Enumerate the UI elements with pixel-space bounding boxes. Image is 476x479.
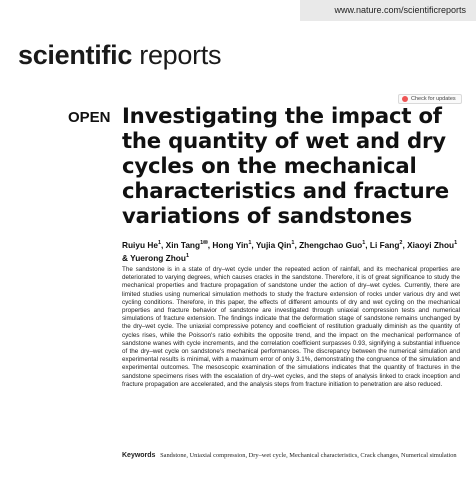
author-affiliation: 2 <box>399 240 403 246</box>
author[interactable] <box>212 240 251 250</box>
author[interactable] <box>299 240 365 250</box>
keywords-section <box>122 451 460 460</box>
top-bar <box>0 0 476 21</box>
author-name: Ruiyu He <box>122 239 158 250</box>
author[interactable] <box>256 240 295 250</box>
author[interactable] <box>130 253 189 263</box>
author-name: Hong Yin <box>212 239 249 250</box>
author[interactable] <box>122 240 161 250</box>
author-affiliation: 1 <box>157 240 162 246</box>
update-icon <box>402 96 408 102</box>
journal-brand[interactable] <box>18 40 221 71</box>
author[interactable] <box>166 240 208 250</box>
author-name: Li Fang <box>369 239 400 250</box>
author-name: Zhengchao Guo <box>299 239 363 250</box>
abstract: The sandstone is in a state of dry–wet cycle under the repeated action of rainfall, and its mechanical properties are deteriorated to varying degrees, which causes cracks in the sandstone. Therefore, it is of great significance to study the mechanical properties and fracture propagation of sandstone under the action of dry–wet cycles. Currently, there are limited studies using numerical simulation methods to study the fracture extension of rocks under various dry and wet cycling conditions. Therefore, in this paper, the effects of different amounts of dry and wet cycling on the mechanical properties and fracture behavior of sandstone are investigated through uniaxial compression tests and numerical simulations of fracture extension. The findings indicate that the deformation stage of sandstone remains unchanged by the dry–wet cycle. The uniaxial compressive potency and coefficient of restitution gradually diminish as the quantity of cycles rises, while the Poisson's ratio exhibits the opposite trend, and the impact on the mechanical performance of sandstone wanes with cycle increments, and the correlation coefficient surpasses 0.93, signifying a substantial influence of the dry–wet cycle on sandstone's mechanical performances. The discrepancy between the numerical simulation and experimental results is minimal, with a maximum error of only 3.1%, demonstrating the congruence of the simulation and experimental outcomes. The mesoscopic examination of the simulations indicates that the quantity of fractures in the sandstone specimens rises with the escalation of dry–wet cycles, and the steps of analysis linked to crack inception and fracture propagation are accelerated, and the analysis steps from fracture initiation to penetration are also reduced. <box>122 266 460 388</box>
journal-url[interactable]: www.nature.com/scientificreports <box>334 5 466 15</box>
author[interactable] <box>370 240 403 250</box>
brand-light: reports <box>139 40 222 70</box>
author-name: Yuerong Zhou <box>130 252 186 263</box>
author-name: Xiaoyi Zhou <box>407 239 455 250</box>
check-updates-label: Check for updates <box>411 96 456 102</box>
keywords-label: Keywords <box>122 452 156 459</box>
author-affiliation: 1✉ <box>200 240 208 246</box>
author[interactable] <box>407 240 457 250</box>
author-name: Xin Tang <box>165 239 201 250</box>
author-name: Yujia Qin <box>255 239 292 250</box>
author-affiliation: 1 <box>362 240 366 246</box>
keywords-list: Sandstone, Uniaxial compression, Dry–wet cycle, Mechanical characteristics, Crack changes, Numerical simulation <box>160 452 457 459</box>
open-access-label: OPEN <box>68 109 111 126</box>
article-title: Investigating the impact of the quantity of wet and dry cycles on the mechanical characteristics and fracture variations of sandstones <box>122 103 449 228</box>
author-affiliation: 1 <box>185 252 189 259</box>
author-affiliation: 1 <box>248 240 252 246</box>
author-affiliation: 1 <box>454 240 458 246</box>
brand-bold: scientific <box>18 40 133 70</box>
url-strip <box>300 0 476 21</box>
author-list: Ruiyu He$^1$, Xin Tang$^{1✉}$, Hong Yin$^1$, Yujia Qin$^1$, Zhengchao Guo$^1$, Li Fang$^2$, Xiaoyi Zhou$^1$ & Yuerong Zhou$^1$ <box>122 239 458 263</box>
author-affiliation: 1 <box>291 240 295 246</box>
